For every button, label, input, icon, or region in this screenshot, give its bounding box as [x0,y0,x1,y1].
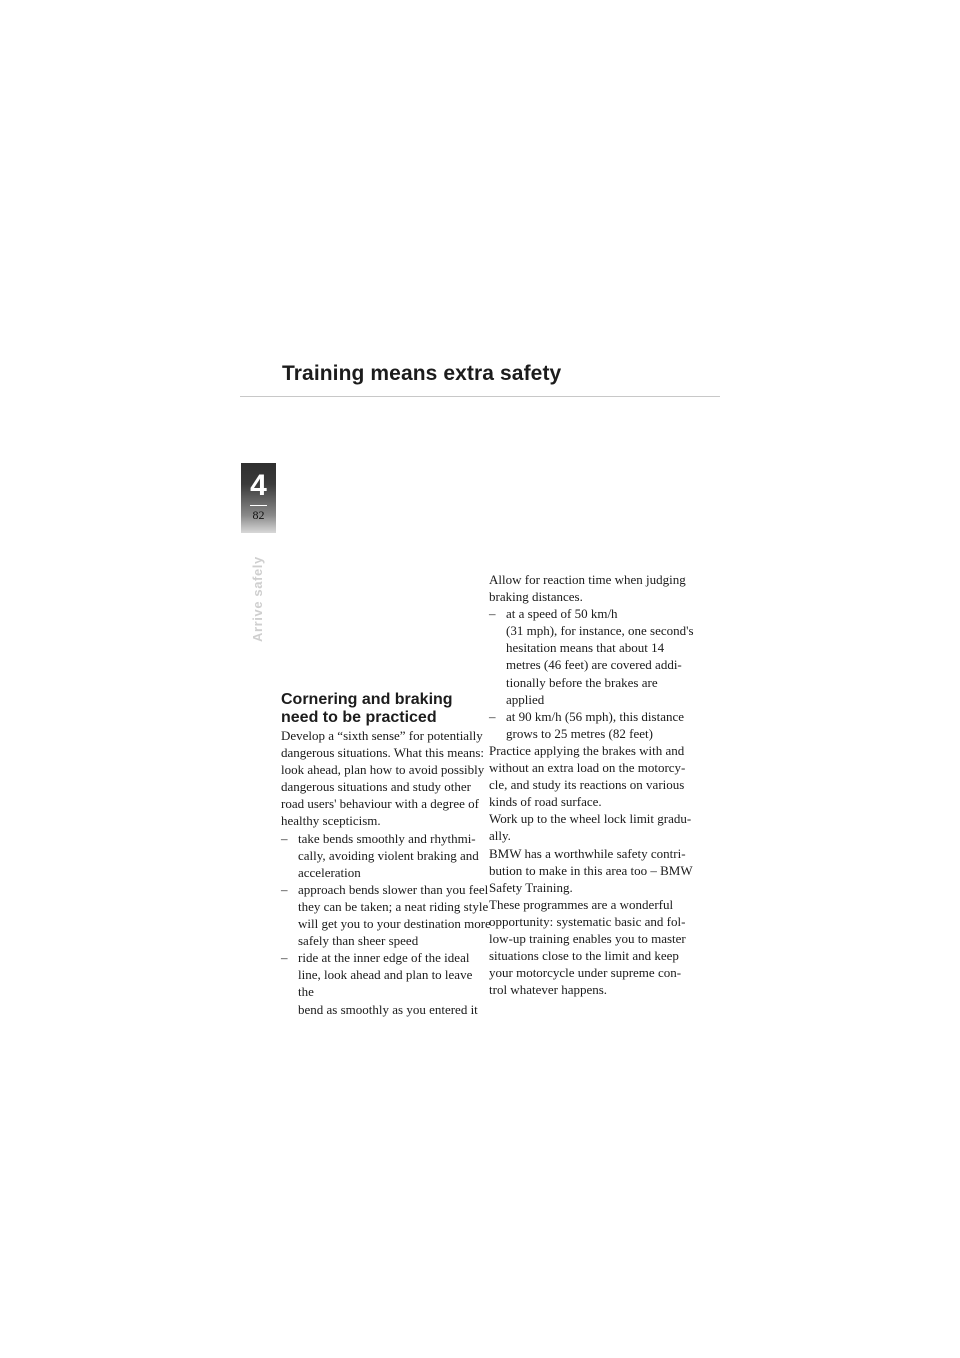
left-column [281,691,491,1018]
text-line: road users' behaviour with a degree of [281,796,479,812]
text-line: braking distances. [489,589,583,605]
list-dash: – [489,708,496,724]
text-line: they can be taken; a neat riding style [298,898,489,914]
right-column [489,571,699,998]
text-line: dangerous situations and study other [281,779,471,795]
text-line: Allow for reaction time when judging [489,572,686,587]
text-line: cle, and study its reactions on various [489,777,685,793]
text-line: look ahead, plan how to avoid possibly [281,762,485,778]
text-line: grows to 25 metres (82 feet) [506,725,653,741]
page-number: 82 [252,508,265,522]
text-line: situations close to the limit and keep [489,948,679,964]
text-line: opportunity: systematic basic and fol- [489,913,686,929]
list-item [281,830,491,881]
text-line: low-up training enables you to master [489,930,686,946]
text-line: safely than sheer speed [298,933,419,949]
text-line: without an extra load on the motorcy- [489,760,686,776]
text-line: approach bends slower than you feel [298,881,489,897]
text-line: Work up to the wheel lock limit gradu- [489,811,692,827]
page-title: Training means extra safety [282,362,562,385]
text-line: BMW has a worthwhile safety contri- [489,845,686,861]
text-line: Safety Training. [489,879,573,895]
text-line: dangerous situations. What this means: [281,745,485,761]
text-line: acceleration [298,864,361,880]
text-line: applied [506,691,545,707]
chapter-tab [241,463,276,533]
text-line: trol whatever happens. [489,982,608,998]
list-item [489,708,699,742]
text-line: metres (46 feet) are covered addi- [506,657,682,673]
text-line: tionally before the brakes are [506,674,658,690]
text-line: at a speed of 50 km/h [506,606,618,622]
text-line: take bends smoothly and rhythmi- [298,830,476,846]
text-line: at 90 km/h (56 mph), this distance [506,708,685,724]
section-heading [281,691,481,727]
intro-paragraph [489,571,699,605]
list-dash: – [489,606,496,622]
list-item [281,881,491,949]
intro-paragraph [281,727,491,830]
list-item [489,605,699,708]
text-line: ally. [489,828,511,844]
section-side-label: Arrive safely [250,556,265,642]
section-heading-line: Cornering and braking [281,691,453,708]
text-line: bution to make in this area too – BMW [489,862,693,878]
text-line: These programmes are a wonderful [489,896,674,912]
text-line: Practice applying the brakes with and [489,742,685,758]
chapter-number: 4 [250,469,267,502]
text-line: healthy scepticism. [281,813,381,829]
list-dash: – [281,881,288,897]
text-line: line, look ahead and plan to leave the [298,967,473,1000]
chapter-divider [250,505,267,506]
body-paragraphs [489,742,699,998]
text-line: ride at the inner edge of the ideal [298,950,470,966]
section-heading-line: need to be practiced [281,709,437,726]
text-line: kinds of road surface. [489,794,602,810]
text-line: Develop a “sixth sense” for potentially [281,728,483,743]
text-line: your motorcycle under supreme con- [489,965,682,981]
text-line: will get you to your destination more [298,916,491,932]
text-line: (31 mph), for instance, one second's [506,623,694,639]
text-line: bend as smoothly as you entered it [298,1001,478,1017]
text-line: hesitation means that about 14 [506,640,665,656]
list-item [281,949,491,1017]
list-dash: – [281,950,288,966]
text-line: cally, avoiding violent braking and [298,847,479,863]
title-divider [240,396,720,397]
list-dash: – [281,830,288,846]
